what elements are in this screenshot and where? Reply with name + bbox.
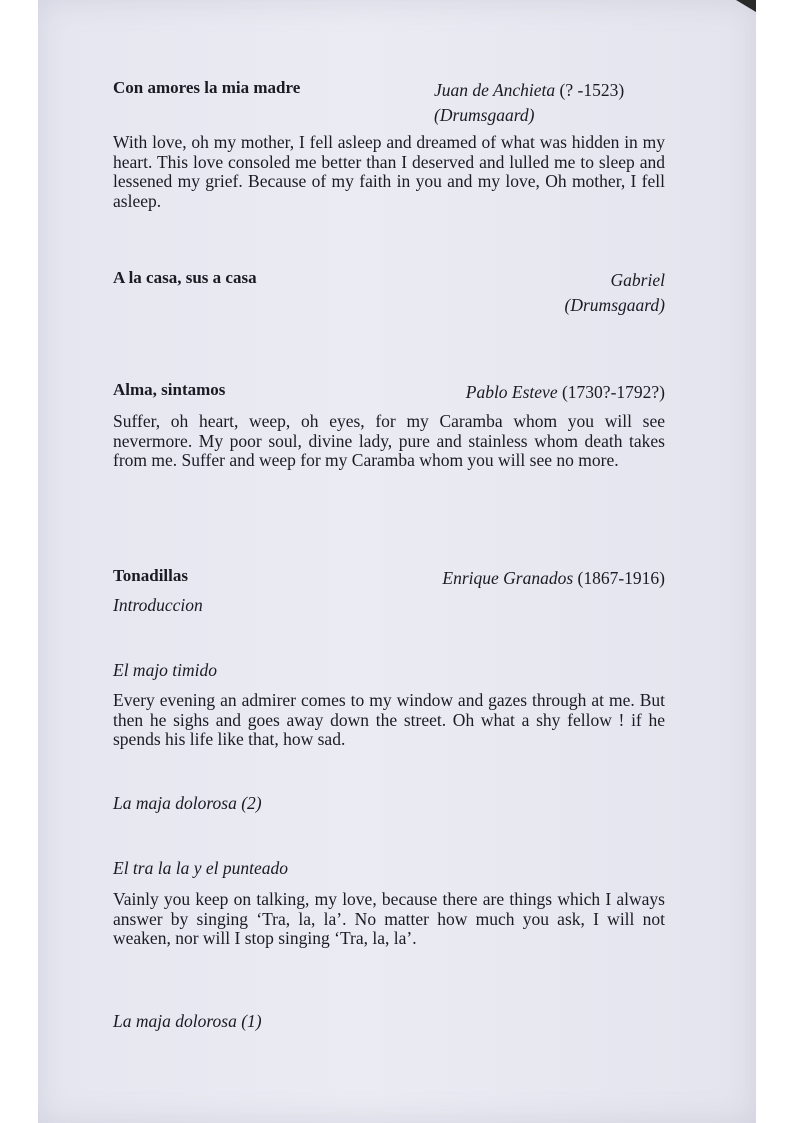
composer-name: Juan de Anchieta (434, 80, 556, 100)
composer-credit (434, 78, 624, 128)
piece-title: Alma, sintamos (113, 380, 226, 399)
composer-name: Enrique Granados (442, 568, 574, 588)
translation-text: With love, oh my mother, I fell asleep and dreamed of what was hidden in my heart. This love consoled me better than I deserved and lulled me to sleep and lessened my grief. Because of my faith in you and my love, Oh mother, I fell asleep. (113, 132, 665, 211)
movement-title: El tra la la y el punteado (113, 858, 288, 878)
composer-credit (565, 268, 665, 318)
translation-text: Vainly you keep on talking, my love, because there are things which I always answer by singing ‘Tra, la, la’. No matter how much you ask, I will not weaken, nor will I stop singing ‘Tra, la, la’. (113, 889, 665, 948)
translation-text: Every evening an admirer comes to my window and gazes through at me. But then he sighs and goes away down the street. Oh what a shy fellow ! if he spends his life like that, how sad. (113, 690, 665, 749)
composer-dates: (1730?-1792?) (561, 382, 665, 402)
piece-title: A la casa, sus a casa (113, 268, 257, 287)
composer-credit (442, 566, 665, 591)
composer-dates: (1867-1916) (577, 568, 665, 588)
composer-dates: (? -1523) (559, 80, 625, 100)
composer-source: (Drumsgaard) (434, 105, 535, 125)
movement-title: Introduccion (113, 595, 203, 615)
composer-name: Pablo Esteve (465, 382, 558, 402)
composer-name: Gabriel (610, 270, 665, 290)
piece-title: Con amores la mia madre (113, 78, 301, 97)
movement-title: La maja dolorosa (1) (113, 1011, 262, 1031)
translation-text: Suffer, oh heart, weep, oh eyes, for my Caramba whom you will see nevermore. My poor soul, divine lady, pure and stainless whom death takes from me. Suffer and weep for my Caramba whom you will see no more. (113, 411, 665, 470)
movement-title: El majo timido (113, 660, 218, 680)
composer-credit (466, 380, 665, 405)
composer-source: (Drumsgaard) (564, 295, 665, 315)
movement-title: La maja dolorosa (2) (113, 793, 262, 813)
piece-title: Tonadillas (113, 566, 188, 585)
